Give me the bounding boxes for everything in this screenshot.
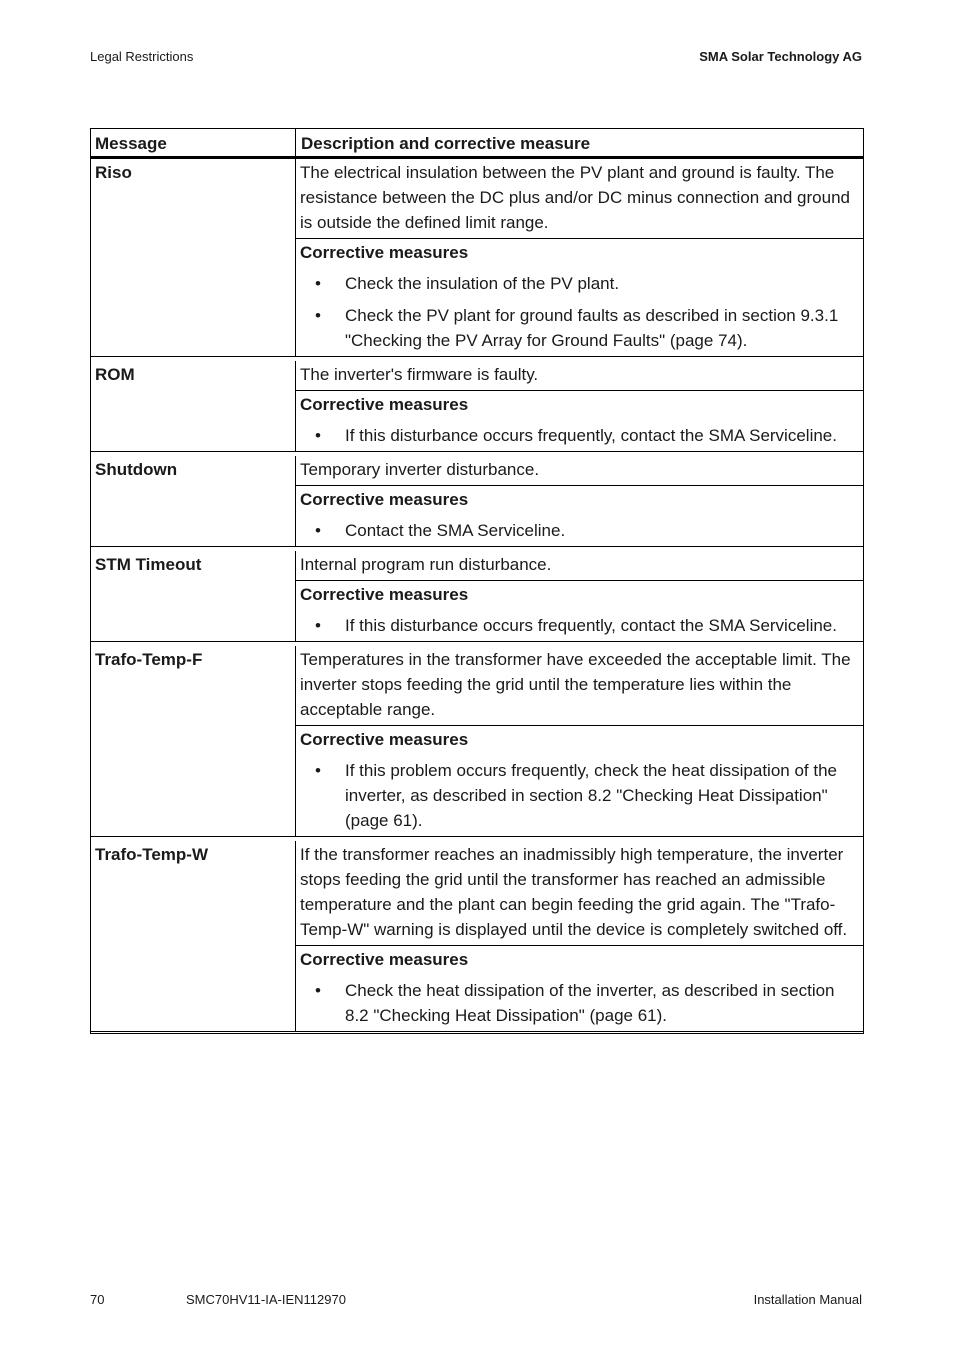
corrective-measures	[296, 946, 863, 1031]
measure-text: Check the PV plant for ground faults as described in section 9.3.1 "Checking the PV Array for Ground Faults" (page 74).	[345, 306, 839, 350]
list-item	[300, 303, 860, 353]
description-cell	[296, 551, 863, 641]
message-name: Shutdown	[91, 456, 296, 546]
message-description: The electrical insulation between the PV plant and ground is faulty. The resistance between the DC plus and/or DC minus connection and ground is outside the defined limit range.	[296, 159, 863, 239]
measures-list	[300, 518, 860, 543]
bullet-icon: •	[315, 274, 321, 293]
header-section-title: Legal Restrictions	[90, 49, 194, 64]
bullet-icon: •	[315, 426, 321, 445]
corrective-measures	[296, 486, 863, 546]
list-item	[300, 613, 860, 638]
list-item	[300, 423, 860, 448]
corrective-measures	[296, 726, 863, 836]
description-cell	[296, 159, 863, 356]
description-cell	[296, 646, 863, 836]
measure-text: Contact the SMA Serviceline.	[345, 521, 566, 540]
header-company: SMA Solar Technology AG	[699, 49, 862, 64]
measures-list	[300, 978, 860, 1028]
measures-list	[300, 758, 860, 833]
list-item	[300, 271, 860, 296]
messages-table	[90, 128, 864, 1034]
table-row	[91, 551, 863, 642]
message-description: If the transformer reaches an inadmissibly high temperature, the inverter stops feeding the grid until the transformer has reached an admissible temperature and the plant can begin feeding the grid again. The "Trafo-Temp-W" warning is displayed until the device is completely switched off.	[296, 841, 863, 946]
measure-text: If this disturbance occurs frequently, contact the SMA Serviceline.	[345, 426, 837, 445]
description-cell	[296, 841, 863, 1031]
message-name: Trafo-Temp-W	[91, 841, 296, 1031]
table-body	[91, 159, 863, 1034]
measure-text: Check the insulation of the PV plant.	[345, 274, 620, 293]
table-row	[91, 841, 863, 1034]
measure-text: If this disturbance occurs frequently, contact the SMA Serviceline.	[345, 616, 837, 635]
document-type: Installation Manual	[753, 1292, 862, 1307]
corrective-measures-title: Corrective measures	[300, 730, 469, 749]
corrective-measures-title: Corrective measures	[300, 490, 469, 509]
bullet-icon: •	[315, 981, 321, 1000]
corrective-measures-title: Corrective measures	[300, 243, 469, 262]
column-header-message: Message	[91, 129, 296, 156]
corrective-measures	[296, 391, 863, 451]
message-name: Trafo-Temp-F	[91, 646, 296, 836]
description-cell	[296, 456, 863, 546]
message-name: Riso	[91, 159, 296, 356]
table-row	[91, 159, 863, 357]
measure-text: Check the heat dissipation of the inverter, as described in section 8.2 "Checking Heat Dissipation" (page 61).	[345, 981, 835, 1025]
list-item	[300, 758, 860, 833]
table-row	[91, 361, 863, 452]
corrective-measures-title: Corrective measures	[300, 950, 469, 969]
table-row	[91, 456, 863, 547]
measure-text: If this problem occurs frequently, check the heat dissipation of the inverter, as described in section 8.2 "Checking Heat Dissipation" (page 61).	[345, 761, 838, 830]
message-description: Temperatures in the transformer have exceeded the acceptable limit. The inverter stops feeding the grid until the temperature lies within the acceptable range.	[296, 646, 863, 726]
measures-list	[300, 613, 860, 638]
corrective-measures-title: Corrective measures	[300, 395, 469, 414]
message-description: Temporary inverter disturbance.	[296, 456, 863, 486]
measures-list	[300, 423, 860, 448]
bullet-icon: •	[315, 521, 321, 540]
message-name: STM Timeout	[91, 551, 296, 641]
list-item	[300, 978, 860, 1028]
table-row	[91, 646, 863, 837]
page-number: 70	[90, 1292, 105, 1307]
corrective-measures	[296, 239, 863, 356]
corrective-measures-title: Corrective measures	[300, 585, 469, 604]
bullet-icon: •	[315, 616, 321, 635]
description-cell	[296, 361, 863, 451]
table-header	[91, 129, 863, 159]
bullet-icon: •	[315, 306, 321, 325]
message-description: Internal program run disturbance.	[296, 551, 863, 581]
list-item	[300, 518, 860, 543]
measures-list	[300, 271, 860, 353]
bullet-icon: •	[315, 761, 321, 780]
corrective-measures	[296, 581, 863, 641]
column-header-description: Description and corrective measure	[301, 134, 591, 153]
message-description: The inverter's firmware is faulty.	[296, 361, 863, 391]
document-id: SMC70HV11-IA-IEN112970	[186, 1292, 346, 1307]
message-name: ROM	[91, 361, 296, 451]
